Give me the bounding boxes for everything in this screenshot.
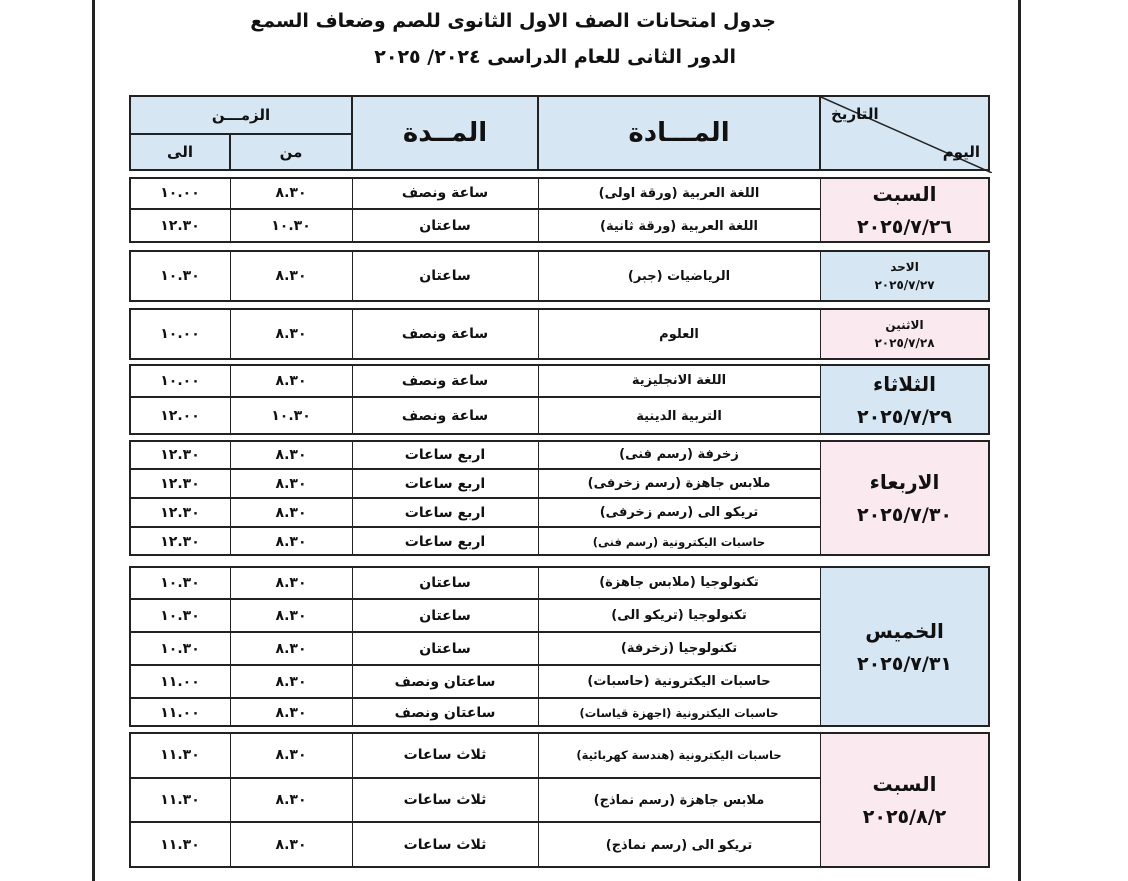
time-from-cell: ٨.٣٠ — [229, 250, 353, 302]
duration-cell: ثلاث ساعات — [351, 732, 539, 778]
header-to: الى — [129, 133, 231, 171]
duration-cell: اربع ساعات — [351, 440, 539, 469]
day-name: الخميس — [865, 618, 944, 643]
header-time: الزمـــن — [129, 95, 353, 135]
time-to-cell: ١٠.٣٠ — [129, 599, 231, 632]
time-to-cell: ١٠.٣٠ — [129, 566, 231, 599]
time-to-cell: ١٢.٣٠ — [129, 498, 231, 527]
subject-cell: العلوم — [537, 308, 821, 360]
document-subtitle: الدور الثانى للعام الدراسى ٢٠٢٤/ ٢٠٢٥ — [374, 46, 736, 68]
header-date-label: التاريخ — [831, 105, 879, 123]
subject-cell: زخرفة (رسم فنى) — [537, 440, 821, 469]
time-from-cell: ٨.٣٠ — [229, 778, 353, 822]
day-date-cell — [819, 732, 990, 868]
day-name: السبت — [872, 772, 937, 796]
header-subject: المـــادة — [537, 95, 821, 171]
duration-cell: ثلاث ساعات — [351, 822, 539, 868]
duration-cell: ساعتان ونصف — [351, 698, 539, 727]
day-date-cell — [819, 308, 990, 360]
exam-date: ٢٠٢٥/٧/٢٩ — [856, 405, 953, 428]
day-name: الثلاثاء — [873, 371, 936, 396]
duration-cell: ساعتان — [351, 632, 539, 665]
subject-cell: اللغة العربية (ورقة ثانية) — [537, 209, 821, 243]
exam-date: ٢٠٢٥/٧/٣٠ — [856, 504, 953, 526]
subject-cell: حاسبات اليكترونية (حاسبات) — [537, 665, 821, 698]
time-to-cell: ١٠.٣٠ — [129, 250, 231, 302]
exam-date: ٢٠٢٥/٧/٢٦ — [856, 216, 953, 238]
exam-date: ٢٠٢٥/٧/٢٧ — [874, 278, 935, 292]
duration-cell: ساعتان — [351, 599, 539, 632]
duration-cell: ساعتان — [351, 566, 539, 599]
subject-cell: تريكو الى (رسم نماذج) — [537, 822, 821, 868]
subject-cell: حاسبات اليكترونية (هندسة كهربائية) — [537, 732, 821, 778]
time-to-cell: ١٢.٣٠ — [129, 440, 231, 469]
duration-cell: ثلاث ساعات — [351, 778, 539, 822]
exam-date: ٢٠٢٥/٨/٢ — [862, 806, 947, 828]
day-date-cell — [819, 566, 990, 727]
time-from-cell: ٨.٣٠ — [229, 698, 353, 727]
subject-cell: تكنولوجيا (تريكو الى) — [537, 599, 821, 632]
duration-cell: اربع ساعات — [351, 469, 539, 498]
subject-cell: اللغة العربية (ورقة اولى) — [537, 177, 821, 209]
day-name: السبت — [872, 182, 937, 206]
subject-cell: تكنولوجيا (ملابس جاهزة) — [537, 566, 821, 599]
time-to-cell: ١٠.٣٠ — [129, 632, 231, 665]
exam-date: ٢٠٢٥/٧/٣١ — [856, 652, 953, 675]
time-to-cell: ١٠.٠٠ — [129, 308, 231, 360]
day-date-cell — [819, 250, 990, 302]
time-to-cell: ١١.٣٠ — [129, 732, 231, 778]
time-to-cell: ١٢.٣٠ — [129, 527, 231, 556]
subject-cell: اللغة الانجليزية — [537, 364, 821, 397]
time-from-cell: ٨.٣٠ — [229, 665, 353, 698]
time-from-cell: ٨.٣٠ — [229, 822, 353, 868]
time-from-cell: ٨.٣٠ — [229, 599, 353, 632]
time-to-cell: ١٠.٠٠ — [129, 177, 231, 209]
subject-cell: حاسبات اليكترونية (اجهزة قياسات) — [537, 698, 821, 727]
header-date-day-cell — [819, 95, 990, 171]
day-name: الاحد — [890, 260, 919, 274]
time-to-cell: ١١.٠٠ — [129, 665, 231, 698]
time-to-cell: ١١.٣٠ — [129, 822, 231, 868]
time-from-cell: ٨.٣٠ — [229, 440, 353, 469]
subject-cell: ملابس جاهزة (رسم زخرفى) — [537, 469, 821, 498]
time-from-cell: ٨.٣٠ — [229, 364, 353, 397]
duration-cell: اربع ساعات — [351, 527, 539, 556]
header-duration: المــدة — [351, 95, 539, 171]
day-date-cell — [819, 364, 990, 435]
time-from-cell: ٨.٣٠ — [229, 732, 353, 778]
day-name: الاربعاء — [869, 470, 940, 494]
subject-cell: حاسبات اليكترونية (رسم فنى) — [537, 527, 821, 556]
time-from-cell: ١٠.٣٠ — [229, 209, 353, 243]
time-to-cell: ١١.٣٠ — [129, 778, 231, 822]
duration-cell: ساعتان ونصف — [351, 665, 539, 698]
day-name: الاثنين — [885, 318, 924, 332]
time-to-cell: ١٢.٠٠ — [129, 397, 231, 435]
duration-cell: ساعة ونصف — [351, 397, 539, 435]
time-to-cell: ١١.٠٠ — [129, 698, 231, 727]
duration-cell: ساعة ونصف — [351, 364, 539, 397]
subject-cell: التربية الدينية — [537, 397, 821, 435]
subject-cell: الرياضيات (جبر) — [537, 250, 821, 302]
duration-cell: ساعة ونصف — [351, 177, 539, 209]
subject-cell: تريكو الى (رسم زخرفى) — [537, 498, 821, 527]
duration-cell: اربع ساعات — [351, 498, 539, 527]
duration-cell: ساعة ونصف — [351, 308, 539, 360]
day-date-cell — [819, 440, 990, 556]
document-title: جدول امتحانات الصف الاول الثانوى للصم وضعاف السمع — [250, 10, 776, 32]
time-from-cell: ٨.٣٠ — [229, 177, 353, 209]
header-day-label: اليوم — [942, 143, 980, 161]
duration-cell: ساعتان — [351, 250, 539, 302]
header-from: من — [229, 133, 353, 171]
time-to-cell: ١٢.٣٠ — [129, 469, 231, 498]
exam-date: ٢٠٢٥/٧/٢٨ — [874, 336, 935, 350]
subject-cell: تكنولوجيا (زخرفة) — [537, 632, 821, 665]
time-from-cell: ٨.٣٠ — [229, 566, 353, 599]
time-from-cell: ٨.٣٠ — [229, 469, 353, 498]
day-date-cell — [819, 177, 990, 243]
time-from-cell: ٨.٣٠ — [229, 498, 353, 527]
time-from-cell: ٨.٣٠ — [229, 308, 353, 360]
time-from-cell: ١٠.٣٠ — [229, 397, 353, 435]
time-to-cell: ١٠.٠٠ — [129, 364, 231, 397]
time-to-cell: ١٢.٣٠ — [129, 209, 231, 243]
duration-cell: ساعتان — [351, 209, 539, 243]
time-from-cell: ٨.٣٠ — [229, 527, 353, 556]
time-from-cell: ٨.٣٠ — [229, 632, 353, 665]
subject-cell: ملابس جاهزة (رسم نماذج) — [537, 778, 821, 822]
